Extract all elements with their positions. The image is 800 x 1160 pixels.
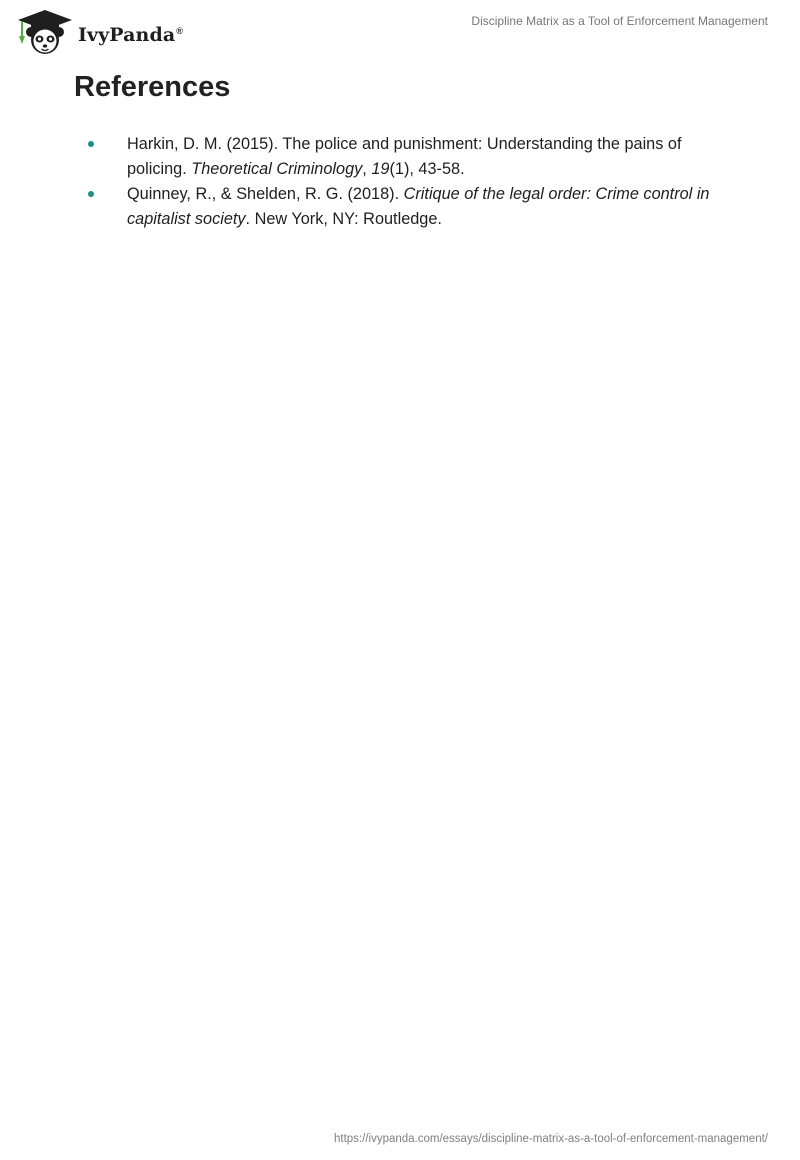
registered-mark: ® — [176, 25, 184, 36]
page-title: References — [74, 71, 231, 103]
brand-logo[interactable] — [16, 8, 183, 56]
reference-book-title: Critique of the legal order: Crime control in capitalist society — [127, 185, 710, 228]
bullet-dot-icon — [88, 191, 94, 197]
brand-name: IvyPanda — [78, 24, 176, 46]
document-title: Discipline Matrix as a Tool of Enforcement Management — [471, 14, 768, 28]
footer-url[interactable]: https://ivypanda.com/essays/discipline-matrix-as-a-tool-of-enforcement-management/ — [334, 1133, 768, 1145]
reference-volume: 19 — [371, 160, 390, 178]
reference-authors: Harkin, D. M. (2015). — [127, 135, 283, 153]
reference-title: The police and punishment: Understanding the pains of policing. — [127, 135, 682, 178]
reference-separator: , — [362, 160, 372, 178]
reference-authors: Quinney, R., & Shelden, R. G. (2018). — [127, 185, 404, 203]
reference-list — [86, 132, 726, 232]
reference-pages: (1), 43-58. — [389, 160, 465, 178]
reference-item — [86, 182, 726, 232]
panda-graduate-icon — [16, 8, 74, 56]
reference-item — [86, 132, 726, 182]
reference-publisher: . New York, NY: Routledge. — [245, 210, 442, 228]
reference-journal: Theoretical Criminology — [191, 160, 363, 178]
bullet-dot-icon — [88, 141, 94, 147]
brand-wordmark — [78, 24, 183, 46]
